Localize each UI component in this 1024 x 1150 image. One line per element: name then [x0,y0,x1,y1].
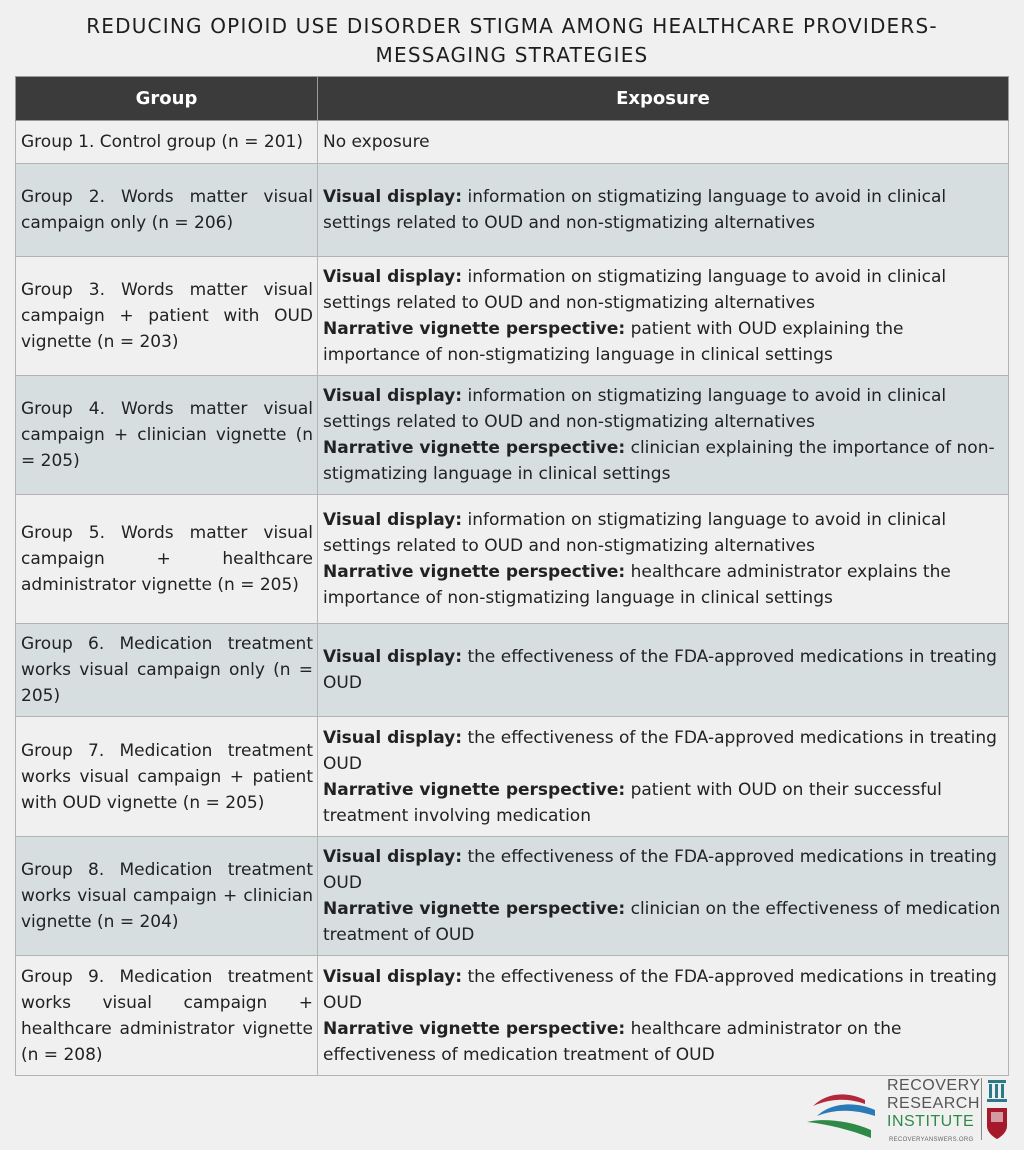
exposure-label: Visual display: [323,267,463,287]
exposure-entry [323,1016,1004,1068]
exposure-entry [323,896,1004,948]
exposure-label: Narrative vignette perspective: [323,319,626,339]
exposure-label: Visual display: [323,187,463,207]
group-cell: Group 1. Control group (n = 201) [16,121,318,164]
table-row [16,624,1009,717]
exposure-cell [318,164,1009,257]
exposure-text: information on stigmatizing language to avoid in clinical settings related to OUD and non-stigmatizing alternatives [323,187,947,233]
exposure-label: Visual display: [323,847,463,867]
table-body [16,121,1009,1076]
exposure-text: healthcare administrator on the effectiveness of medication treatment of OUD [323,1018,902,1065]
group-cell: Group 9. Medication treatment works visual campaign + healthcare administrator vignette (n = 208) [16,956,318,1076]
exposure-entry [323,777,1004,829]
exposure-label: Visual display: [323,647,463,667]
table-row [16,956,1009,1076]
exposure-label: Visual display: [323,966,463,987]
group-cell: Group 6. Medication treatment works visual campaign only (n = 205) [16,624,318,717]
exposure-text: healthcare administrator explains the importance of non-stigmatizing language in clinical settings [323,562,951,608]
exposure-text: the effectiveness of the FDA-approved medications in treating OUD [323,966,997,1013]
table-header-row [16,77,1009,121]
page-title [0,12,1024,70]
header-exposure: Exposure [318,77,1009,121]
exposure-cell [318,257,1009,376]
logo-line-institute: INSTITUTE [887,1113,975,1130]
exposure-label: Visual display: [323,727,463,748]
exposure-label: Visual display: [323,386,463,406]
exposure-text: the effectiveness of the FDA-approved medications in treating OUD [323,727,997,774]
logo-divider [981,1078,982,1140]
exposure-cell [318,624,1009,717]
exposure-text: clinician explaining the importance of non-stigmatizing language in clinical settings [323,438,995,484]
exposure-entry [323,844,1004,896]
exposure-entry [323,383,1004,435]
exposure-entry [323,725,1004,777]
group-cell: Group 3. Words matter visual campaign + patient with OUD vignette (n = 203) [16,257,318,376]
group-cell: Group 7. Medication treatment works visual campaign + patient with OUD vignette (n = 205) [16,717,318,837]
table-row [16,837,1009,956]
table-row [16,376,1009,495]
exposure-text: patient with OUD on their successful treatment involving medication [323,779,942,826]
table-row [16,257,1009,376]
logo-line-recovery: RECOVERY [887,1077,981,1094]
group-cell: Group 2. Words matter visual campaign only (n = 206) [16,164,318,257]
exposure-entry [323,507,1004,559]
exposure-cell [318,121,1009,164]
mgh-shield-icon [984,1076,1010,1142]
exposure-cell [318,376,1009,495]
table-row [16,164,1009,257]
exposure-cell [318,495,1009,624]
table-row [16,495,1009,624]
exposure-entry [323,644,1004,696]
exposure-entry [323,964,1004,1016]
exposure-label: Narrative vignette perspective: [323,899,626,919]
logo-wordmark [887,1077,981,1131]
exposure-label: Narrative vignette perspective: [323,562,626,582]
exposure-cell [318,717,1009,837]
exposure-text: clinician on the effectiveness of medication treatment of OUD [323,899,1001,945]
exposure-text: information on stigmatizing language to avoid in clinical settings related to OUD and non-stigmatizing alternatives [323,510,947,556]
exposure-table [15,76,1009,1076]
exposure-label: Narrative vignette perspective: [323,1018,626,1039]
exposure-entry [323,435,1004,487]
exposure-entry [323,559,1004,611]
exposure-cell [318,837,1009,956]
exposure-label: Narrative vignette perspective: [323,779,626,800]
exposure-label: Narrative vignette perspective: [323,438,626,458]
exposure-text: patient with OUD explaining the importance of non-stigmatizing language in clinical settings [323,319,904,365]
exposure-entry [323,184,1004,236]
exposure-cell [318,956,1009,1076]
exposure-entry [323,264,1004,316]
title-line-2: MESSAGING STRATEGIES [375,43,649,67]
group-cell: Group 5. Words matter visual campaign + healthcare administrator vignette (n = 205) [16,495,318,624]
exposure-text: information on stigmatizing language to avoid in clinical settings related to OUD and non-stigmatizing alternatives [323,267,947,313]
logo-url: RECOVERYANSWERS.ORG [889,1137,974,1143]
exposure-text: the effectiveness of the FDA-approved medications in treating OUD [323,847,997,893]
exposure-entry [323,129,1004,155]
exposure-entry [323,316,1004,368]
exposure-text: No exposure [323,132,430,152]
title-line-1: REDUCING OPIOID USE DISORDER STIGMA AMONG HEALTHCARE PROVIDERS- [86,14,938,38]
group-cell: Group 8. Medication treatment works visual campaign + clinician vignette (n = 204) [16,837,318,956]
swoosh-logo-icon [805,1080,887,1142]
table-row [16,717,1009,837]
recovery-research-institute-logo [805,1076,1010,1146]
exposure-label: Visual display: [323,510,463,530]
group-cell: Group 4. Words matter visual campaign + clinician vignette (n = 205) [16,376,318,495]
exposure-text: information on stigmatizing language to avoid in clinical settings related to OUD and non-stigmatizing alternatives [323,386,947,432]
table-row [16,121,1009,164]
header-group: Group [16,77,318,121]
logo-line-research: RESEARCH [887,1095,980,1112]
exposure-text: the effectiveness of the FDA-approved medications in treating OUD [323,647,997,693]
